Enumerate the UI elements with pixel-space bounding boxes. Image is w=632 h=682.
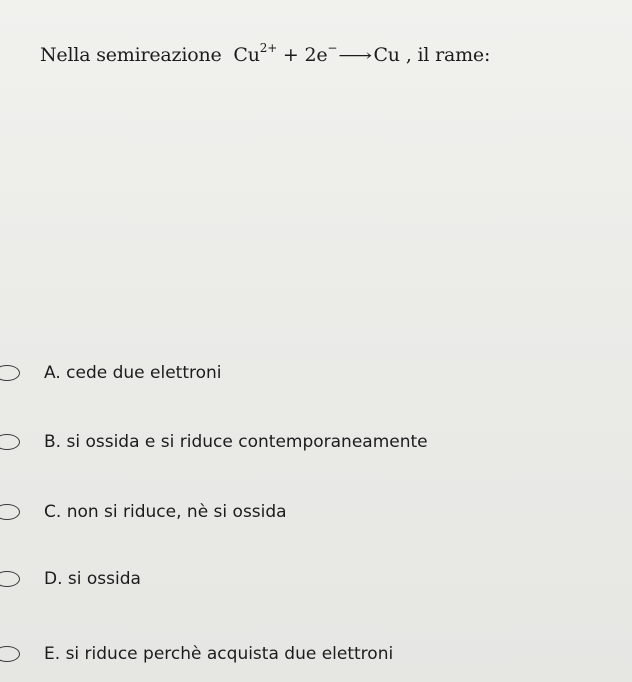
question-suffix: , il rame: (405, 44, 491, 66)
formula-electron-charge: − (327, 41, 338, 55)
radio-button-icon[interactable] (0, 571, 20, 587)
option-letter: E. (44, 644, 61, 664)
option-label (44, 363, 222, 383)
radio-button-icon[interactable] (0, 646, 20, 662)
option-text: non si riduce, nè si ossida (66, 502, 287, 522)
radio-button-icon[interactable] (0, 434, 20, 450)
radio-button-icon[interactable] (0, 504, 20, 520)
option-text: si riduce perchè acquista due elettroni (65, 644, 394, 664)
formula-electrons: 2e (304, 44, 328, 66)
option-label (44, 569, 141, 589)
option-label (44, 644, 393, 664)
option-label (44, 432, 428, 452)
formula-plus: + (282, 44, 299, 66)
option-letter: B. (44, 432, 62, 452)
reaction-arrow-icon: ⟶ (338, 46, 373, 66)
option-letter: D. (44, 569, 63, 589)
formula-ion: Cu (233, 44, 260, 66)
option-label (44, 502, 287, 522)
option-text: si ossida (67, 569, 141, 589)
question-prefix: Nella semireazione (40, 44, 222, 66)
option-text: si ossida e si riduce contemporaneamente (66, 432, 428, 452)
formula-product: Cu (373, 44, 400, 66)
option-letter: A. (44, 363, 61, 383)
radio-button-icon[interactable] (0, 365, 20, 381)
option-text: cede due elettroni (66, 363, 222, 383)
formula-ion-charge: 2+ (259, 41, 278, 55)
option-letter: C. (44, 502, 62, 522)
